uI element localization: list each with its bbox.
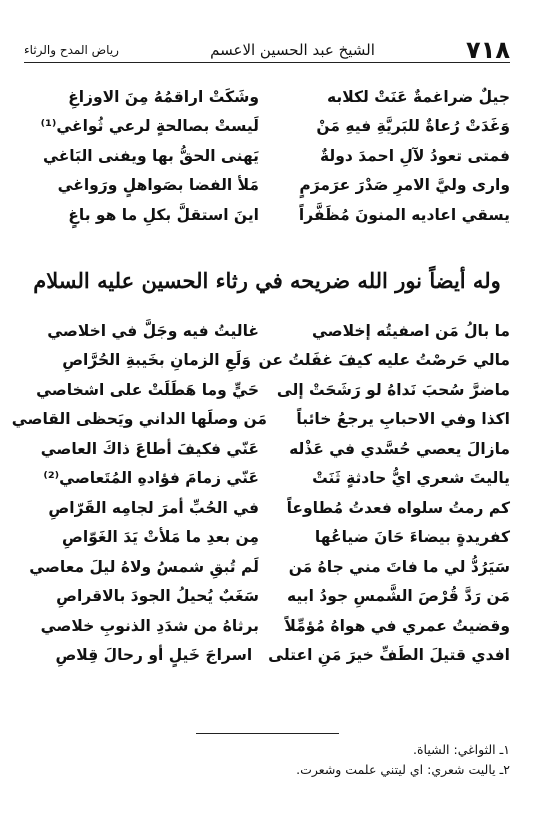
header-author: الشيخ عبد الحسين الاعسم: [210, 41, 375, 59]
footnotes: [24, 742, 510, 782]
verse-first-half: مالي حَرصْتُ عليه كيفَ غفَلتُ عن: [258, 351, 510, 370]
verse-first-half: فمتى تعودُ لآلِ احمدَ دولةٌ: [319, 146, 510, 165]
verse-second-half: حَيٍّ وما هَطَلَتْ على اشخاصي: [36, 380, 259, 399]
verse-line: [11, 405, 510, 435]
verse-second-half: لَيستْ بصالحةٍ لرعي ثُواغي⁽¹⁾: [40, 117, 259, 136]
footnote-2: ٢ـ ياليت شعري: اي ليتني علمت وشعرت.: [296, 762, 510, 777]
verse-line: [24, 316, 510, 346]
verse-second-half: يَهنى الحقُّ بها ويفنى البَاغي: [43, 146, 259, 165]
footnote-1: ١ـ الثواغي: الشياة.: [412, 742, 510, 757]
verse-first-half: سَيَرُدُّ لي ما فاتَ مني جاهُ مَن: [288, 557, 510, 576]
verse-second-half: سَغَبٌ يُحيلُ الجودَ بالاقراصِ: [56, 587, 259, 606]
poem-title: وله أيضاً نور الله ضريحه في رثاء الحسين عليه السلام: [33, 268, 501, 293]
verse-second-half: وَلَعِ الزمانِ بخَيبةِ الحُرَّاصِ: [62, 351, 251, 370]
verse-second-half: برثاهُ من شدَدِ الذنوبِ خلاصي: [40, 616, 259, 635]
verse-line: [24, 641, 510, 671]
verse-first-half: اكذا وفي الاحبابِ يرجعُ خائباً: [296, 410, 510, 429]
verse-first-half: ياليتَ شعري ايُّ حادثةٍ ثَنَتْ: [312, 469, 510, 488]
verse-line: [24, 434, 510, 464]
verse-first-half: جيلٌ ضراغمةٌ عَنَتْ لكلابه: [327, 87, 510, 106]
verse-second-half: اينَ استقلَّ بكلِ ما هو باغٍ: [68, 205, 259, 224]
verse-second-half: لَم تُبقِ شمسُ ولاهُ ليلَ معاصي: [29, 557, 259, 576]
verse-first-half: كم رمتُ سلواه فعدتُ مُطاوعاً: [286, 498, 510, 517]
verse-second-half: في الحُبِّ أمرَ لجامِه القَرّاصِ: [48, 498, 259, 517]
page-number: ٧١٨: [466, 36, 510, 64]
verse-first-half: ما بالُ مَن اصفيتُه إخلاصي: [311, 321, 510, 340]
verse-line: [24, 82, 510, 112]
verse-first-half: افدي قتيلَ الطَفِّ خيرَ مَنِ اعتلى: [268, 646, 510, 665]
verse-second-half: مَن وصلَها الداني ويَحظى القاصي: [11, 410, 267, 429]
verse-second-half: عَنّي زمامَ فؤادهِ المُتَعاصي⁽²⁾: [43, 469, 259, 488]
verse-line: [24, 171, 510, 201]
verse-first-half: كفريدةٍ بيضاءَ حَانَ ضياعُها: [314, 528, 510, 547]
verse-second-half: اسراجَ خَيلٍ أو رحالَ قِلاصِ: [55, 646, 253, 665]
verse-first-half: يسقي اعاديه المنونَ مُظَفَّراً: [298, 205, 510, 224]
verse-second-half: مِن بعدِ ما مَلأتْ يَدَ الغَوّاصِ: [62, 528, 259, 547]
footnote-divider: [196, 733, 339, 734]
verse-line: [24, 200, 510, 230]
page-header: [24, 38, 510, 63]
verse-first-half: ماضرَّ سُحبَ نَداهُ لو رَشَحَتْ إلى: [276, 380, 510, 399]
verse-line: [24, 582, 510, 612]
verse-line: [24, 346, 510, 376]
verse-second-half: مَلأ الفضا بصَواهلٍ ورَواغي: [57, 176, 259, 195]
verse-first-half: مَن رَدَّ قُرْصَ الشَّمسِ جودُ ابيه: [287, 587, 510, 606]
verse-line: [24, 523, 510, 553]
verse-line: [24, 464, 510, 494]
header-book-title: رياض المدح والرثاء: [24, 43, 119, 57]
verse-second-half: وشَكَتْ اراقمُهُ مِنَ الاوزاغِ: [68, 87, 259, 106]
poem-part-1: [24, 82, 510, 230]
verse-first-half: وارى وليَّ الامرِ صَدْرَ عرَمرَمٍ: [299, 176, 510, 195]
verse-line: [24, 493, 510, 523]
verse-second-half: غاليتُ فيه وجَلَّ في اخلاصي: [47, 321, 259, 340]
verse-line: [24, 141, 510, 171]
verse-first-half: مازالَ يعصي حُسَّدي في عَذْله: [289, 439, 510, 458]
verse-first-half: وَغَدَتْ رُعاةٌ للبَريَّةِ فيهِ مَنْ: [316, 117, 510, 136]
verse-line: [24, 112, 510, 142]
poem-part-2: [11, 316, 510, 670]
verse-second-half: عَنّي فكيفَ أطاعَ ذاكَ العاصي: [40, 439, 259, 458]
verse-line: [24, 552, 510, 582]
verse-line: [24, 611, 510, 641]
verse-line: [24, 375, 510, 405]
verse-first-half: وقضيتُ عمري في هواهُ مُؤمِّلاً: [284, 616, 510, 635]
